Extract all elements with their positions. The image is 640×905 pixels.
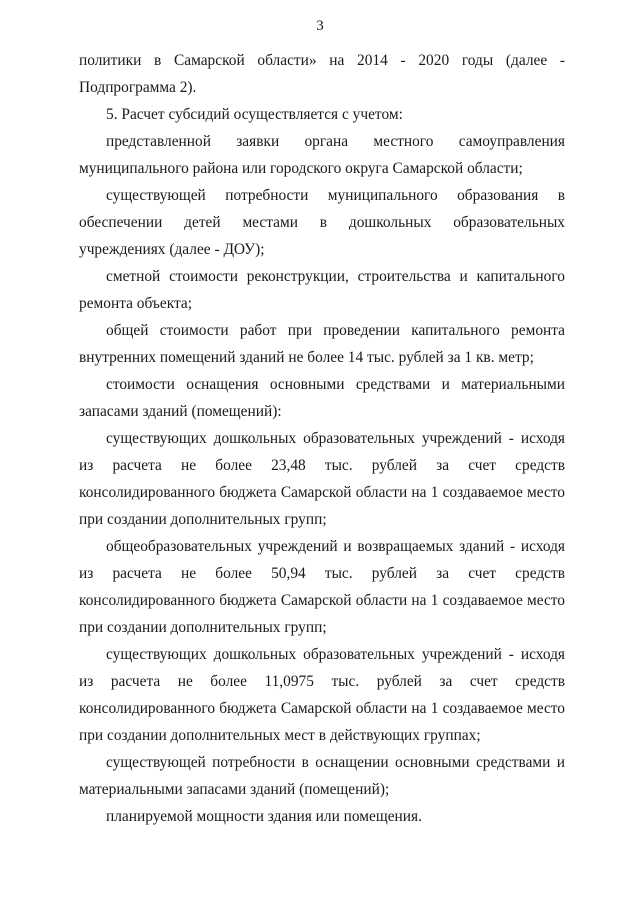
- paragraph-continuation: политики в Самарской области» на 2014 - 2020 годы (далее - Подпрограмма 2).: [79, 52, 565, 96]
- document-body: [79, 47, 565, 830]
- paragraph-existing-need: существующей потребности муниципального образования в обеспечении детей местами в дошкольных образовательных учреждениях (далее - ДОУ);: [79, 187, 565, 258]
- page-number: 3: [316, 18, 324, 34]
- paragraph-section-5-heading: 5. Расчет субсидий осуществляется с учетом:: [106, 106, 403, 123]
- paragraph-repair-cost: общей стоимости работ при проведении капитального ремонта внутренних помещений зданий не более 14 тыс. рублей за 1 кв. метр;: [79, 322, 565, 366]
- paragraph-equipment-cost: стоимости оснащения основными средствами и материальными запасами зданий (помещений):: [79, 376, 565, 420]
- paragraph-estimate-cost: сметной стоимости реконструкции, строительства и капитального ремонта объекта;: [79, 268, 565, 312]
- paragraph-application: представленной заявки органа местного самоуправления муниципального района или городского округа Самарской области;: [79, 133, 565, 177]
- paragraph-existing-dou-places: существующих дошкольных образовательных учреждений - исходя из расчета не более 11,0975 тыс. рублей за счет средств консолидированного бюджета Самарской области на 1 создаваемое место при создании дополнительных мест в действующих группах;: [79, 646, 565, 744]
- paragraph-planned-capacity: планируемой мощности здания или помещения.: [106, 808, 422, 825]
- paragraph-existing-dou-groups: существующих дошкольных образовательных учреждений - исходя из расчета не более 23,48 тыс. рублей за счет средств консолидированного бюджета Самарской области на 1 создаваемое место при создании дополнительных групп;: [79, 430, 565, 528]
- paragraph-equipment-need: существующей потребности в оснащении основными средствами и материальными запасами зданий (помещений);: [79, 754, 565, 798]
- paragraph-general-education: общеобразовательных учреждений и возвращаемых зданий - исходя из расчета не более 50,94 тыс. рублей за счет средств консолидированного бюджета Самарской области на 1 создаваемое место при создании дополнительных групп;: [79, 538, 565, 636]
